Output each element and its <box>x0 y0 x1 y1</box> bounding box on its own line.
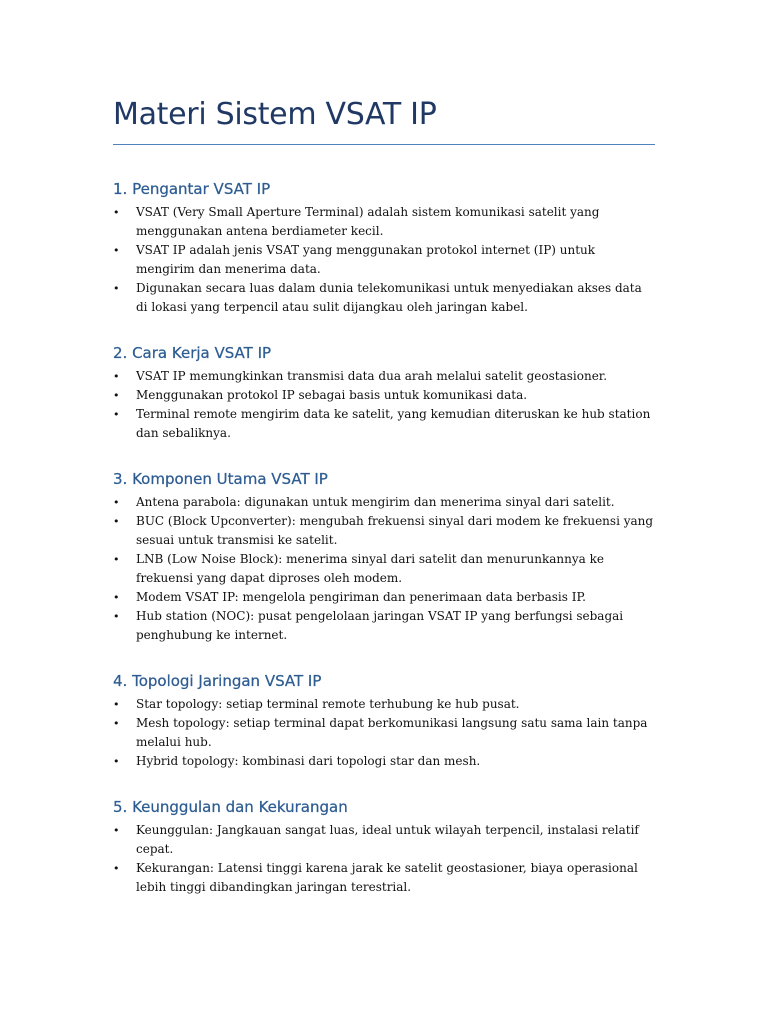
bullet-icon: • <box>113 496 120 509</box>
bullet-list <box>113 493 655 645</box>
list-item-text: Antena parabola: digunakan untuk mengirim dan menerima sinyal dari satelit. <box>136 495 615 509</box>
bullet-icon: • <box>113 591 120 604</box>
list-item-text: VSAT (Very Small Aperture Terminal) adalah sistem komunikasi satelit yang menggunakan antena berdiameter kecil. <box>136 205 600 238</box>
list-item <box>113 493 655 512</box>
list-item <box>113 241 655 279</box>
list-item-text: BUC (Block Upconverter): mengubah frekuensi sinyal dari modem ke frekuensi yang sesuai untuk transmisi ke satelit. <box>136 514 654 547</box>
bullet-icon: • <box>113 610 120 623</box>
list-item <box>113 203 655 241</box>
section-heading: 5. Keunggulan dan Kekurangan <box>113 798 348 816</box>
list-item <box>113 695 655 714</box>
bullet-list <box>113 203 655 317</box>
list-item-text: Digunakan secara luas dalam dunia telekomunikasi untuk menyediakan akses data di lokasi yang terpencil atau sulit dijangkau oleh jaringan kabel. <box>136 281 642 314</box>
bullet-icon: • <box>113 755 120 768</box>
bullet-icon: • <box>113 515 120 528</box>
list-item-text: Menggunakan protokol IP sebagai basis untuk komunikasi data. <box>136 388 528 402</box>
list-item-text: Hub station (NOC): pusat pengelolaan jaringan VSAT IP yang berfungsi sebagai penghubung ke internet. <box>136 609 624 642</box>
list-item-text: VSAT IP adalah jenis VSAT yang menggunakan protokol internet (IP) untuk mengirim dan menerima data. <box>136 243 596 276</box>
list-item <box>113 859 655 897</box>
page-title: Materi Sistem VSAT IP <box>113 97 437 132</box>
section-topologi <box>113 671 655 771</box>
section-heading: 4. Topologi Jaringan VSAT IP <box>113 672 322 690</box>
list-item <box>113 607 655 645</box>
bullet-icon: • <box>113 717 120 730</box>
bullet-list <box>113 821 655 897</box>
list-item <box>113 550 655 588</box>
list-item <box>113 752 655 771</box>
bullet-icon: • <box>113 698 120 711</box>
title-underline <box>113 144 655 145</box>
section-heading: 2. Cara Kerja VSAT IP <box>113 344 272 362</box>
bullet-icon: • <box>113 824 120 837</box>
section-heading: 3. Komponen Utama VSAT IP <box>113 470 328 488</box>
list-item-text: Terminal remote mengirim data ke satelit, yang kemudian diteruskan ke hub station dan sebaliknya. <box>136 407 651 440</box>
section-pengantar <box>113 179 655 317</box>
section-keunggulan <box>113 797 655 897</box>
section-komponen <box>113 469 655 645</box>
bullet-icon: • <box>113 862 120 875</box>
bullet-icon: • <box>113 282 120 295</box>
list-item <box>113 279 655 317</box>
list-item-text: LNB (Low Noise Block): menerima sinyal dari satelit dan menurunkannya ke frekuensi yang dapat diproses oleh modem. <box>136 552 604 585</box>
list-item <box>113 405 655 443</box>
bullet-icon: • <box>113 553 120 566</box>
list-item-text: VSAT IP memungkinkan transmisi data dua arah melalui satelit geostasioner. <box>136 369 608 383</box>
section-cara-kerja <box>113 343 655 443</box>
section-heading: 1. Pengantar VSAT IP <box>113 180 271 198</box>
list-item-text: Keunggulan: Jangkauan sangat luas, ideal untuk wilayah terpencil, instalasi relatif cepat. <box>136 823 639 856</box>
list-item <box>113 588 655 607</box>
bullet-icon: • <box>113 206 120 219</box>
document-page <box>113 96 655 923</box>
bullet-list <box>113 695 655 771</box>
list-item-text: Hybrid topology: kombinasi dari topologi star dan mesh. <box>136 754 481 768</box>
list-item <box>113 386 655 405</box>
bullet-icon: • <box>113 389 120 402</box>
bullet-icon: • <box>113 370 120 383</box>
list-item-text: Modem VSAT IP: mengelola pengiriman dan penerimaan data berbasis IP. <box>136 590 586 604</box>
list-item-text: Mesh topology: setiap terminal dapat berkomunikasi langsung satu sama lain tanpa melalui hub. <box>136 716 648 749</box>
list-item <box>113 714 655 752</box>
bullet-icon: • <box>113 244 120 257</box>
list-item-text: Star topology: setiap terminal remote terhubung ke hub pusat. <box>136 697 520 711</box>
bullet-list <box>113 367 655 443</box>
list-item-text: Kekurangan: Latensi tinggi karena jarak ke satelit geostasioner, biaya operasional lebih tinggi dibandingkan jaringan terestrial. <box>136 861 638 894</box>
list-item <box>113 821 655 859</box>
list-item <box>113 512 655 550</box>
bullet-icon: • <box>113 408 120 421</box>
list-item <box>113 367 655 386</box>
